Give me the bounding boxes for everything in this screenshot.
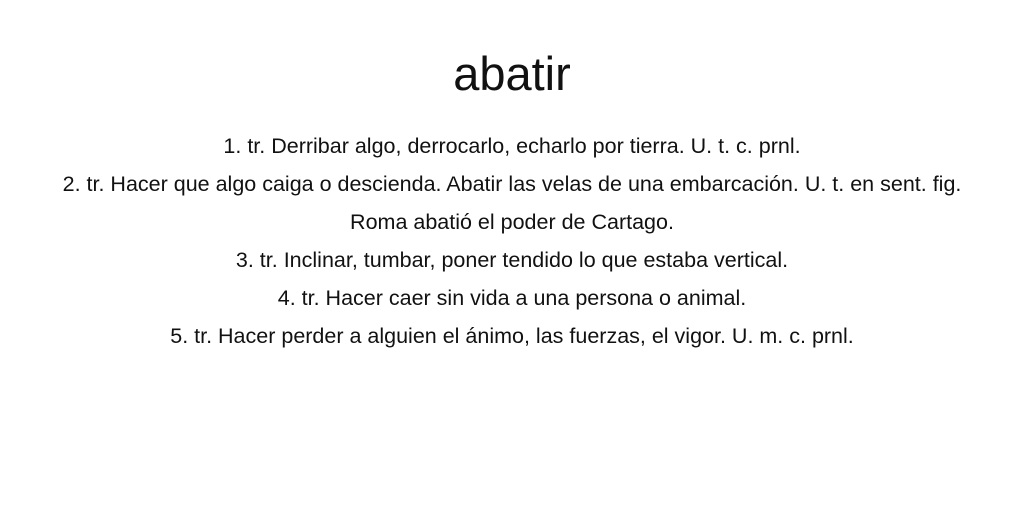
definition-2: 2. tr. Hacer que algo caiga o descienda. Abatir las velas de una embarcación. U. t. en sent. fig. Roma abatió el poder de Cartago. <box>62 172 962 234</box>
headword: abatir <box>453 47 571 100</box>
definition-list <box>52 127 972 355</box>
definition-3: 3. tr. Inclinar, tumbar, poner tendido lo que estaba vertical. <box>235 248 789 272</box>
definition-1: 1. tr. Derribar algo, derrocarlo, echarlo por tierra. U. t. c. prnl. <box>223 134 801 158</box>
definition-4: 4. tr. Hacer caer sin vida a una persona o animal. <box>277 286 747 310</box>
definition-5: 5. tr. Hacer perder a alguien el ánimo, las fuerzas, el vigor. U. m. c. prnl. <box>170 324 854 348</box>
